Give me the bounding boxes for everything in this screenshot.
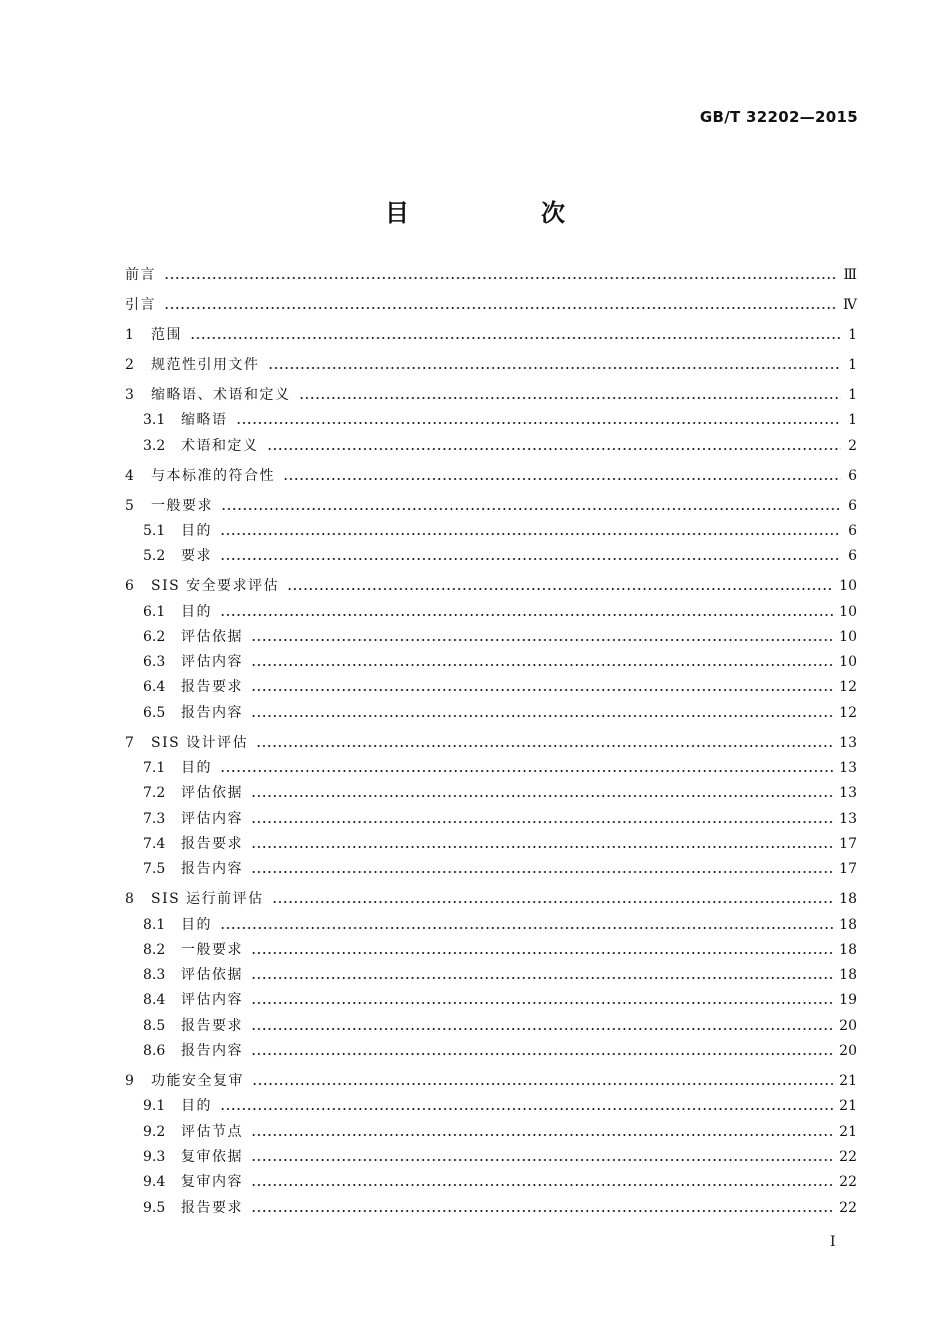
toc-entry[interactable]: [143, 808, 857, 830]
toc-entry-label: 报告要求: [181, 679, 243, 696]
toc-entry-page: 13: [839, 760, 857, 776]
dot-leader: [251, 1159, 833, 1161]
dot-leader: [251, 821, 833, 823]
toc-entry-label: 规范性引用文件: [151, 357, 260, 373]
toc-entry-label: 报告要求: [181, 835, 243, 852]
toc-entry[interactable]: [143, 409, 857, 431]
toc-entry-page: 1: [848, 412, 857, 429]
dot-leader: [220, 927, 833, 929]
dot-leader: [251, 846, 833, 848]
dot-leader: [251, 1028, 833, 1030]
toc-entry-label: 报告要求: [181, 1017, 243, 1034]
toc-entry[interactable]: [125, 495, 857, 517]
dot-leader: [164, 307, 837, 309]
toc-entry-number: 5.2: [143, 548, 166, 565]
toc-entry-label: 评估依据: [181, 628, 243, 645]
toc-entry-number: 9.5: [143, 1199, 166, 1216]
dot-leader: [251, 1002, 833, 1004]
toc-entry[interactable]: [143, 989, 857, 1011]
dot-leader: [251, 689, 833, 691]
toc-entry[interactable]: [143, 520, 857, 542]
toc-entry[interactable]: [143, 651, 857, 673]
page-folio: I: [830, 1234, 836, 1250]
toc-entry-number: 3: [125, 387, 134, 403]
toc-entry[interactable]: [125, 888, 857, 910]
toc-entry[interactable]: [125, 294, 857, 316]
toc-entry-number: 8.1: [143, 916, 166, 933]
dot-leader: [251, 795, 833, 797]
toc-entry-page: 6: [848, 522, 857, 539]
toc-entry[interactable]: [125, 264, 857, 286]
toc-entry-page: 1: [848, 327, 857, 343]
toc-entry[interactable]: [143, 964, 857, 986]
toc-entry-label: 术语和定义: [181, 437, 259, 454]
toc-entry-number: 8.2: [143, 941, 166, 958]
toc-entry-page: 10: [839, 654, 857, 671]
toc-entry-label: 要求: [181, 548, 212, 565]
toc-entry-number: 7: [125, 734, 134, 751]
toc-entry-page: 1: [848, 357, 857, 373]
toc-entry-label: 功能安全复审: [151, 1073, 244, 1089]
toc-entry[interactable]: [143, 702, 857, 724]
dot-leader: [220, 614, 833, 616]
dot-leader: [220, 558, 841, 560]
toc-entry-number: 9.2: [143, 1123, 166, 1140]
dot-leader: [283, 478, 841, 480]
toc-entry-page: 1: [848, 387, 857, 403]
toc-entry-number: 7.3: [143, 810, 166, 827]
toc-entry-label: 复审依据: [181, 1148, 243, 1165]
toc-entry-number: 8.4: [143, 992, 166, 1009]
toc-entry-label: 报告内容: [181, 1043, 243, 1059]
toc-entry-page: 21: [839, 1073, 857, 1089]
dot-leader: [236, 422, 842, 424]
toc-entry-label: 评估内容: [181, 654, 243, 671]
toc-entry-number: 4: [125, 467, 134, 484]
toc-entry-label: 目的: [181, 916, 212, 933]
toc-entry-page: 17: [839, 861, 857, 878]
toc-entry-number: 6: [125, 578, 134, 595]
toc-entry-page: 18: [839, 916, 857, 933]
dot-leader: [251, 977, 833, 979]
toc-entry[interactable]: [125, 732, 857, 754]
toc-entry-number: 9: [125, 1073, 134, 1089]
toc-entry-page: 12: [839, 704, 857, 721]
toc-entry[interactable]: [143, 676, 857, 698]
toc-entry-label: 引言: [125, 297, 156, 313]
toc-entry-number: 5: [125, 497, 134, 514]
dot-leader: [251, 1184, 833, 1186]
dot-leader: [251, 664, 833, 666]
toc-entry[interactable]: [143, 1197, 857, 1219]
toc-entry-label: SIS 设计评估: [151, 734, 249, 751]
toc-entry-label: 评估内容: [181, 810, 243, 827]
toc-entry-label: 评估依据: [181, 785, 243, 802]
toc-entry-label: 缩略语: [181, 412, 228, 429]
toc-entry-label: 缩略语、术语和定义: [151, 387, 291, 403]
toc-entry[interactable]: [143, 1171, 857, 1193]
toc-entry-number: 9.1: [143, 1098, 166, 1115]
toc-entry[interactable]: [143, 545, 857, 567]
toc-entry-label: 目的: [181, 1098, 212, 1115]
toc-entry[interactable]: [143, 435, 857, 457]
toc-entry[interactable]: [143, 1015, 857, 1037]
dot-leader: [220, 770, 833, 772]
toc-entry[interactable]: [125, 354, 857, 376]
toc-entry-page: 13: [839, 734, 857, 751]
toc-entry[interactable]: [125, 384, 857, 406]
toc-entry[interactable]: [143, 1095, 857, 1117]
toc-entry-label: 报告内容: [181, 704, 243, 721]
toc-entry-label: 目的: [181, 603, 212, 620]
toc-entry-number: 8.6: [143, 1043, 166, 1059]
toc-entry-page: 21: [839, 1123, 857, 1140]
toc-entry-page: Ⅳ: [843, 297, 857, 313]
toc-entry-number: 1: [125, 327, 134, 343]
toc-entry-label: SIS 安全要求评估: [151, 578, 280, 595]
toc-entry-number: 3.2: [143, 437, 166, 454]
toc-entry-page: 10: [839, 628, 857, 645]
dot-leader: [251, 1053, 833, 1055]
toc-entry-number: 2: [125, 357, 134, 373]
dot-leader: [272, 901, 834, 903]
toc-entry-label: 报告内容: [181, 861, 243, 878]
dot-leader: [251, 871, 833, 873]
page-title: 目 次: [385, 199, 619, 227]
toc-entry-number: 7.1: [143, 760, 166, 776]
toc-entry-page: 13: [839, 810, 857, 827]
toc-entry[interactable]: [143, 782, 857, 804]
dot-leader: [267, 448, 842, 450]
toc-entry-number: 6.5: [143, 704, 166, 721]
toc-entry-number: 6.4: [143, 679, 166, 696]
toc-entry-label: 评估依据: [181, 967, 243, 984]
dot-leader: [251, 1210, 833, 1212]
toc-entry[interactable]: [143, 833, 857, 855]
toc-entry-label: 评估节点: [181, 1123, 243, 1140]
toc-entry-page: 22: [839, 1148, 857, 1165]
toc-entry-label: 评估内容: [181, 992, 243, 1009]
dot-leader: [251, 715, 833, 717]
toc-entry-number: 5.1: [143, 522, 166, 539]
toc-entry-page: Ⅲ: [843, 267, 857, 283]
toc-entry-label: 目的: [181, 522, 212, 539]
toc-entry-page: 21: [839, 1098, 857, 1115]
toc-entry-page: 18: [839, 941, 857, 958]
dot-leader: [299, 397, 842, 399]
dot-leader: [251, 639, 833, 641]
toc-entry-label: 一般要求: [181, 941, 243, 958]
toc-entry[interactable]: [125, 465, 857, 487]
dot-leader: [220, 1108, 833, 1110]
toc-entry-page: 6: [848, 497, 857, 514]
toc-entry[interactable]: [125, 324, 857, 346]
standard-code: GB/T 32202—2015: [699, 108, 858, 126]
toc-entry-number: 8.5: [143, 1017, 166, 1034]
dot-leader: [256, 745, 833, 747]
toc-entry-page: 20: [839, 1017, 857, 1034]
toc-entry[interactable]: [143, 1121, 857, 1143]
toc-entry-label: 一般要求: [151, 497, 213, 514]
toc-entry-page: 10: [839, 603, 857, 620]
toc-entry-label: SIS 运行前评估: [151, 891, 264, 908]
toc-entry-number: 7.4: [143, 835, 166, 852]
toc-entry[interactable]: [143, 858, 857, 880]
toc-entry[interactable]: [143, 914, 857, 936]
toc-entry[interactable]: [125, 1070, 857, 1092]
dot-leader: [164, 277, 837, 279]
toc-entry[interactable]: [143, 1146, 857, 1168]
dot-leader: [221, 508, 841, 510]
toc-entry-number: 6.2: [143, 628, 166, 645]
toc-entry[interactable]: [143, 757, 857, 779]
toc-entry-label: 与本标准的符合性: [151, 467, 275, 484]
toc-entry-label: 复审内容: [181, 1174, 243, 1191]
toc-entry-number: 9.4: [143, 1174, 166, 1191]
toc-entry[interactable]: [125, 575, 857, 597]
toc-entry-label: 目的: [181, 760, 212, 776]
toc-entry-page: 6: [848, 467, 857, 484]
toc-entry-number: 6.3: [143, 654, 166, 671]
toc-entry-number: 8.3: [143, 967, 166, 984]
toc-entry-number: 6.1: [143, 603, 166, 620]
dot-leader: [220, 533, 841, 535]
toc-entry-number: 7.2: [143, 785, 166, 802]
dot-leader: [252, 1083, 833, 1085]
toc-entry-label: 范围: [151, 327, 182, 343]
toc-entry[interactable]: [143, 1040, 857, 1062]
toc-entry-page: 22: [839, 1174, 857, 1191]
toc-entry-number: 9.3: [143, 1148, 166, 1165]
toc-entry-page: 18: [839, 891, 857, 908]
toc-entry-page: 12: [839, 679, 857, 696]
toc-entry-number: 8: [125, 891, 134, 908]
toc-entry-label: 报告要求: [181, 1199, 243, 1216]
toc-entry-page: 20: [839, 1043, 857, 1059]
toc-entry-page: 17: [839, 835, 857, 852]
toc-entry-page: 13: [839, 785, 857, 802]
toc-entry-page: 18: [839, 967, 857, 984]
toc-entry-label: 前言: [125, 267, 156, 283]
dot-leader: [251, 1134, 833, 1136]
toc-entry-number: 7.5: [143, 861, 166, 878]
dot-leader: [190, 337, 841, 339]
toc-entry[interactable]: [143, 939, 857, 961]
toc-entry-page: 2: [848, 437, 857, 454]
toc-entry-page: 22: [839, 1199, 857, 1216]
dot-leader: [251, 952, 833, 954]
dot-leader: [287, 588, 833, 590]
toc-entry[interactable]: [143, 626, 857, 648]
toc-entry-page: 10: [839, 578, 857, 595]
toc-entry-page: 19: [839, 992, 857, 1009]
toc-entry-page: 6: [848, 548, 857, 565]
toc-entry[interactable]: [143, 601, 857, 623]
toc-entry-number: 3.1: [143, 412, 166, 429]
dot-leader: [268, 367, 842, 369]
